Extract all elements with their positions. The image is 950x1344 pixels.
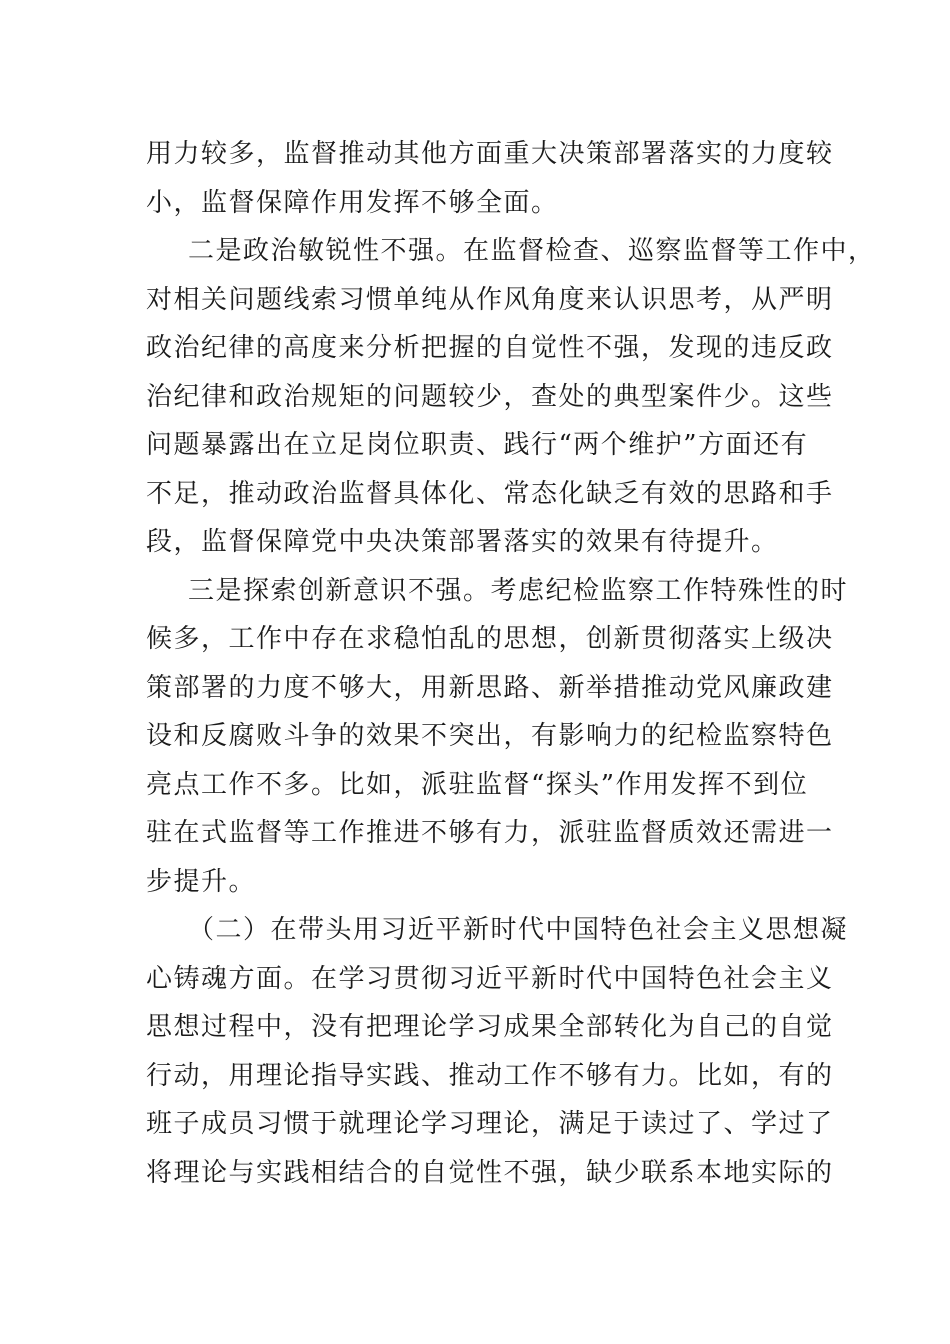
text-line: 候多，工作中存在求稳怕乱的思想，创新贯彻落实上级决 — [146, 624, 834, 654]
text-line: 班子成员习惯于就理论学习理论，满足于读过了、学过了 — [146, 1109, 834, 1139]
text-line: 对相关问题线索习惯单纯从作风角度来认识思考，从严明 — [146, 284, 834, 315]
text-line: 驻在式监督等工作推进不够有力，派驻监督质效还需进一 — [146, 818, 834, 848]
text-line: 用力较多，监督推动其他方面重大决策部署落实的力度较 — [146, 139, 834, 169]
text-line: 段，监督保障党中央决策部署落实的效果有待提升。 — [146, 527, 779, 557]
text-line: 小，监督保障作用发挥不够全面。 — [146, 187, 559, 218]
text-line: 设和反腐败斗争的效果不突出，有影响力的纪检监察特色 — [146, 721, 834, 751]
document-body — [146, 130, 876, 1197]
text-line: 不足，推动政治监督具体化、常态化缺乏有效的思路和手 — [146, 478, 834, 509]
text-line: 行动，用理论指导实践、推动工作不够有力。比如，有的 — [146, 1060, 834, 1091]
text-line: 心铸魂方面。在学习贯彻习近平新时代中国特色社会主义 — [146, 963, 834, 994]
text-line: 问题暴露出在立足岗位职责、践行“两个维护”方面还有 — [146, 430, 809, 460]
text-line: 思想过程中，没有把理论学习成果全部转化为自己的自觉 — [146, 1012, 834, 1042]
text-line: 步提升。 — [146, 866, 257, 897]
paragraph-start-line: 三是探索创新意识不强。考虑纪检监察工作特殊性的时 — [188, 575, 849, 606]
paragraph-start-line: 二是政治敏锐性不强。在监督检查、巡察监督等工作中， — [188, 236, 876, 266]
text-line: 将理论与实践相结合的自觉性不强，缺少联系本地实际的 — [146, 1157, 834, 1188]
text-line: 治纪律和政治规矩的问题较少，查处的典型案件少。这些 — [146, 381, 834, 412]
section-heading-line: （二）在带头用习近平新时代中国特色社会主义思想凝 — [188, 915, 849, 945]
text-line: 政治纪律的高度来分析把握的自觉性不强，发现的违反政 — [146, 333, 834, 363]
text-line: 策部署的力度不够大，用新思路、新举措推动党风廉政建 — [146, 672, 834, 703]
text-line: 亮点工作不多。比如，派驻监督“探头”作用发挥不到位 — [146, 769, 809, 800]
